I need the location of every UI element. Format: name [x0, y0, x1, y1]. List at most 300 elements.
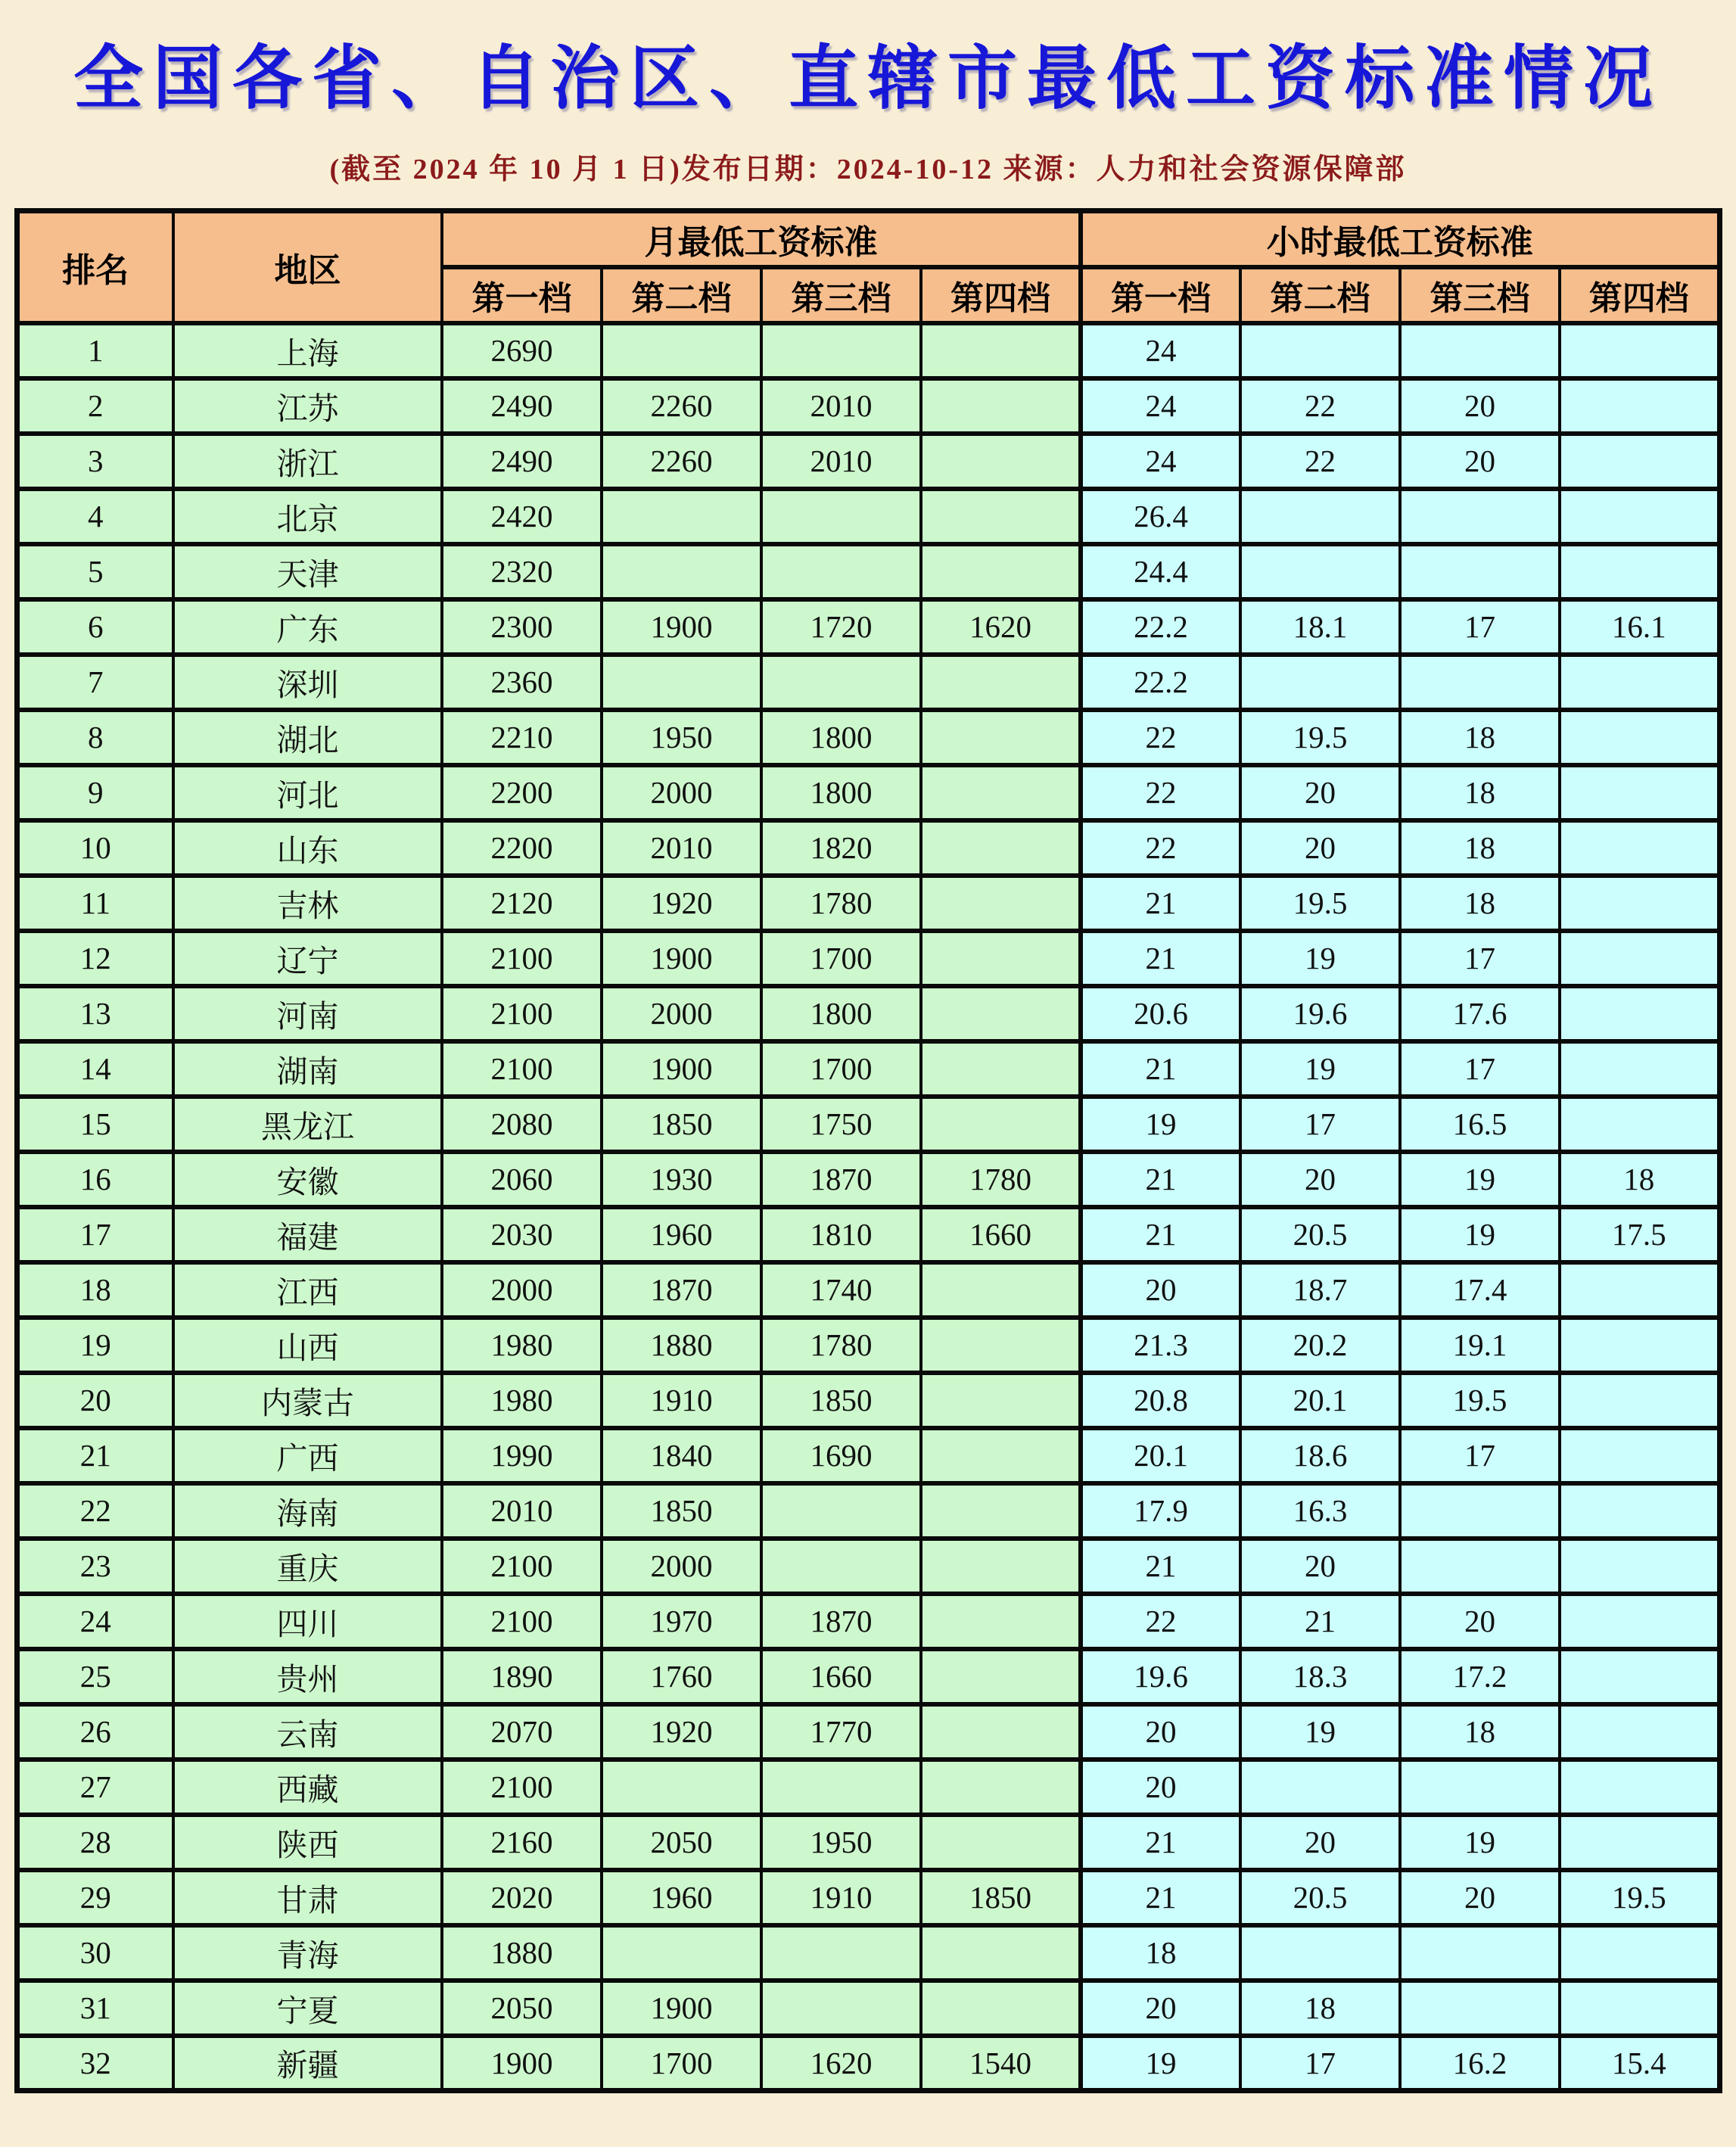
monthly-tier-1-cell: 2690 [442, 323, 602, 378]
monthly-tier-2-cell: 1960 [602, 1207, 761, 1262]
monthly-tier-1-cell: 2420 [442, 489, 602, 544]
hourly-tier-1-cell: 22.2 [1081, 599, 1240, 655]
hourly-tier-1-cell: 24 [1081, 378, 1240, 434]
monthly-tier-2-cell: 1930 [602, 1152, 761, 1207]
region-cell: 甘肃 [173, 1870, 442, 1925]
monthly-tier-2-cell: 1970 [602, 1594, 761, 1649]
monthly-tier-4-cell [921, 876, 1081, 931]
rank-cell: 30 [17, 1925, 173, 1981]
table-row [17, 1649, 1719, 1704]
monthly-tier-3-cell: 1690 [761, 1428, 921, 1483]
hourly-tier-2-cell: 22 [1240, 378, 1400, 434]
region-cell: 湖南 [173, 1041, 442, 1097]
region-cell: 河南 [173, 986, 442, 1041]
monthly-tier-3-cell: 1750 [761, 1097, 921, 1152]
table-row [17, 323, 1719, 378]
rank-cell: 28 [17, 1815, 173, 1870]
monthly-tier-4-cell [921, 434, 1081, 489]
hourly-tier-4-cell [1560, 323, 1719, 378]
monthly-tier-2-cell: 1840 [602, 1428, 761, 1483]
table-body [17, 323, 1719, 2091]
hourly-tier-3-cell [1400, 323, 1560, 378]
monthly-tier-1-cell: 2360 [442, 655, 602, 710]
region-cell: 新疆 [173, 2036, 442, 2091]
monthly-tier-4-cell: 1850 [921, 1870, 1081, 1925]
table-row [17, 1373, 1719, 1428]
hourly-tier-1-cell: 20 [1081, 1760, 1240, 1815]
monthly-tier-4-cell [921, 1704, 1081, 1760]
hourly-tier-2-cell: 18.1 [1240, 599, 1400, 655]
header-hourly-tier-4: 第四档 [1560, 267, 1719, 323]
monthly-tier-4-cell [921, 1981, 1081, 2036]
table-row [17, 820, 1719, 876]
rank-cell: 32 [17, 2036, 173, 2091]
hourly-tier-2-cell [1240, 323, 1400, 378]
hourly-tier-4-cell [1560, 820, 1719, 876]
hourly-tier-1-cell: 20 [1081, 1704, 1240, 1760]
table-row [17, 931, 1719, 986]
region-cell: 河北 [173, 765, 442, 820]
monthly-tier-2-cell: 1910 [602, 1373, 761, 1428]
monthly-tier-1-cell: 2490 [442, 378, 602, 434]
hourly-tier-2-cell: 20 [1240, 1815, 1400, 1870]
hourly-tier-2-cell: 19.6 [1240, 986, 1400, 1041]
table-row [17, 544, 1719, 599]
hourly-tier-1-cell: 17.9 [1081, 1483, 1240, 1539]
header-monthly-tier-3: 第三档 [761, 267, 921, 323]
hourly-tier-3-cell: 18 [1400, 876, 1560, 931]
hourly-tier-1-cell: 22 [1081, 820, 1240, 876]
hourly-tier-4-cell [1560, 1815, 1719, 1870]
hourly-tier-2-cell: 18 [1240, 1981, 1400, 2036]
hourly-tier-3-cell: 17.4 [1400, 1262, 1560, 1318]
table-header-row-groups [17, 211, 1719, 267]
hourly-tier-4-cell [1560, 544, 1719, 599]
hourly-tier-4-cell [1560, 1428, 1719, 1483]
hourly-tier-3-cell: 17 [1400, 931, 1560, 986]
rank-cell: 2 [17, 378, 173, 434]
hourly-tier-1-cell: 21 [1081, 876, 1240, 931]
monthly-tier-4-cell [921, 1262, 1081, 1318]
hourly-tier-2-cell: 19 [1240, 1704, 1400, 1760]
monthly-tier-2-cell: 1960 [602, 1870, 761, 1925]
hourly-tier-3-cell: 19.5 [1400, 1373, 1560, 1428]
monthly-tier-4-cell [921, 489, 1081, 544]
hourly-tier-2-cell: 19.5 [1240, 710, 1400, 765]
rank-cell: 20 [17, 1373, 173, 1428]
rank-cell: 17 [17, 1207, 173, 1262]
monthly-tier-1-cell: 2160 [442, 1815, 602, 1870]
rank-cell: 25 [17, 1649, 173, 1704]
monthly-tier-4-cell [921, 1539, 1081, 1594]
monthly-tier-2-cell: 2260 [602, 378, 761, 434]
monthly-tier-1-cell: 2060 [442, 1152, 602, 1207]
table-row [17, 1097, 1719, 1152]
monthly-tier-1-cell: 2200 [442, 765, 602, 820]
monthly-tier-4-cell [921, 1815, 1081, 1870]
monthly-tier-3-cell: 1800 [761, 765, 921, 820]
monthly-tier-1-cell: 2100 [442, 1539, 602, 1594]
rank-cell: 27 [17, 1760, 173, 1815]
monthly-tier-4-cell [921, 1097, 1081, 1152]
hourly-tier-2-cell: 20 [1240, 820, 1400, 876]
monthly-tier-1-cell: 1990 [442, 1428, 602, 1483]
monthly-tier-3-cell: 1740 [761, 1262, 921, 1318]
hourly-tier-4-cell [1560, 489, 1719, 544]
hourly-tier-3-cell: 19 [1400, 1152, 1560, 1207]
monthly-tier-3-cell: 1850 [761, 1373, 921, 1428]
region-cell: 重庆 [173, 1539, 442, 1594]
hourly-tier-1-cell: 22 [1081, 710, 1240, 765]
hourly-tier-1-cell: 22.2 [1081, 655, 1240, 710]
region-cell: 天津 [173, 544, 442, 599]
monthly-tier-3-cell: 1720 [761, 599, 921, 655]
monthly-tier-3-cell [761, 1483, 921, 1539]
hourly-tier-3-cell: 18 [1400, 710, 1560, 765]
monthly-tier-1-cell: 1880 [442, 1925, 602, 1981]
monthly-tier-3-cell [761, 1539, 921, 1594]
hourly-tier-2-cell: 18.6 [1240, 1428, 1400, 1483]
hourly-tier-1-cell: 22 [1081, 1594, 1240, 1649]
hourly-tier-1-cell: 19.6 [1081, 1649, 1240, 1704]
region-cell: 江苏 [173, 378, 442, 434]
rank-cell: 9 [17, 765, 173, 820]
monthly-tier-2-cell: 1920 [602, 876, 761, 931]
hourly-tier-4-cell [1560, 1981, 1719, 2036]
hourly-tier-3-cell [1400, 1539, 1560, 1594]
rank-cell: 7 [17, 655, 173, 710]
monthly-tier-2-cell [602, 323, 761, 378]
region-cell: 陕西 [173, 1815, 442, 1870]
rank-cell: 11 [17, 876, 173, 931]
hourly-tier-3-cell: 20 [1400, 1594, 1560, 1649]
hourly-tier-4-cell [1560, 1041, 1719, 1097]
monthly-tier-1-cell: 2020 [442, 1870, 602, 1925]
rank-cell: 16 [17, 1152, 173, 1207]
hourly-tier-1-cell: 21 [1081, 1152, 1240, 1207]
rank-cell: 15 [17, 1097, 173, 1152]
table-row [17, 1207, 1719, 1262]
monthly-tier-2-cell: 1920 [602, 1704, 761, 1760]
region-cell: 贵州 [173, 1649, 442, 1704]
hourly-tier-2-cell: 18.3 [1240, 1649, 1400, 1704]
monthly-tier-1-cell: 2070 [442, 1704, 602, 1760]
header-monthly-tier-2: 第二档 [602, 267, 761, 323]
hourly-tier-4-cell: 17.5 [1560, 1207, 1719, 1262]
hourly-tier-2-cell: 19.5 [1240, 876, 1400, 931]
header-hourly-tier-3: 第三档 [1400, 267, 1560, 323]
region-cell: 辽宁 [173, 931, 442, 986]
hourly-tier-2-cell: 19 [1240, 1041, 1400, 1097]
hourly-tier-3-cell: 18 [1400, 765, 1560, 820]
monthly-tier-2-cell: 2000 [602, 1539, 761, 1594]
table-row [17, 1870, 1719, 1925]
table-row [17, 655, 1719, 710]
region-cell: 海南 [173, 1483, 442, 1539]
monthly-tier-4-cell [921, 710, 1081, 765]
region-cell: 湖北 [173, 710, 442, 765]
monthly-tier-1-cell: 2000 [442, 1262, 602, 1318]
hourly-tier-3-cell: 17 [1400, 1041, 1560, 1097]
hourly-tier-1-cell: 18 [1081, 1925, 1240, 1981]
monthly-tier-2-cell: 1950 [602, 710, 761, 765]
page-title: 全国各省、自治区、直辖市最低工资标准情况 [73, 37, 1663, 119]
hourly-tier-3-cell: 17.6 [1400, 986, 1560, 1041]
table-row [17, 1981, 1719, 2036]
region-cell: 江西 [173, 1262, 442, 1318]
hourly-tier-4-cell [1560, 1704, 1719, 1760]
hourly-tier-4-cell [1560, 1760, 1719, 1815]
region-cell: 云南 [173, 1704, 442, 1760]
monthly-tier-3-cell: 2010 [761, 434, 921, 489]
monthly-tier-1-cell: 2100 [442, 1594, 602, 1649]
rank-cell: 26 [17, 1704, 173, 1760]
hourly-tier-1-cell: 20 [1081, 1262, 1240, 1318]
monthly-tier-4-cell [921, 1041, 1081, 1097]
monthly-tier-3-cell: 1800 [761, 986, 921, 1041]
rank-cell: 31 [17, 1981, 173, 2036]
hourly-tier-1-cell: 21.3 [1081, 1318, 1240, 1373]
monthly-tier-1-cell: 2300 [442, 599, 602, 655]
monthly-tier-2-cell: 2050 [602, 1815, 761, 1870]
monthly-tier-3-cell [761, 1760, 921, 1815]
hourly-tier-2-cell: 20 [1240, 1539, 1400, 1594]
monthly-tier-3-cell: 1620 [761, 2036, 921, 2091]
rank-cell: 13 [17, 986, 173, 1041]
hourly-tier-1-cell: 24.4 [1081, 544, 1240, 599]
monthly-tier-4-cell [921, 931, 1081, 986]
hourly-tier-2-cell: 20.5 [1240, 1207, 1400, 1262]
hourly-tier-2-cell: 18.7 [1240, 1262, 1400, 1318]
table-row [17, 986, 1719, 1041]
region-cell: 浙江 [173, 434, 442, 489]
hourly-tier-4-cell [1560, 1649, 1719, 1704]
monthly-tier-1-cell: 1980 [442, 1318, 602, 1373]
monthly-tier-2-cell: 1760 [602, 1649, 761, 1704]
monthly-tier-4-cell [921, 820, 1081, 876]
header-region: 地区 [173, 211, 442, 323]
monthly-tier-3-cell [761, 489, 921, 544]
header-rank: 排名 [17, 211, 173, 323]
hourly-tier-1-cell: 20.6 [1081, 986, 1240, 1041]
monthly-tier-1-cell: 2010 [442, 1483, 602, 1539]
region-cell: 吉林 [173, 876, 442, 931]
table-row [17, 1704, 1719, 1760]
monthly-tier-3-cell: 1870 [761, 1594, 921, 1649]
rank-cell: 19 [17, 1318, 173, 1373]
monthly-tier-1-cell: 2050 [442, 1981, 602, 2036]
hourly-tier-3-cell: 20 [1400, 1870, 1560, 1925]
monthly-tier-4-cell [921, 765, 1081, 820]
rank-cell: 10 [17, 820, 173, 876]
hourly-tier-1-cell: 19 [1081, 2036, 1240, 2091]
hourly-tier-4-cell [1560, 378, 1719, 434]
monthly-tier-3-cell: 1660 [761, 1649, 921, 1704]
hourly-tier-4-cell: 18 [1560, 1152, 1719, 1207]
hourly-tier-4-cell [1560, 1097, 1719, 1152]
hourly-tier-3-cell: 20 [1400, 434, 1560, 489]
header-monthly-tier-4: 第四档 [921, 267, 1081, 323]
hourly-tier-2-cell: 20 [1240, 1152, 1400, 1207]
table-row [17, 2036, 1719, 2091]
hourly-tier-1-cell: 26.4 [1081, 489, 1240, 544]
monthly-tier-3-cell [761, 655, 921, 710]
hourly-tier-4-cell [1560, 434, 1719, 489]
hourly-tier-3-cell: 16.2 [1400, 2036, 1560, 2091]
rank-cell: 3 [17, 434, 173, 489]
hourly-tier-1-cell: 21 [1081, 1041, 1240, 1097]
monthly-tier-3-cell [761, 323, 921, 378]
monthly-tier-3-cell [761, 1925, 921, 1981]
monthly-tier-4-cell [921, 655, 1081, 710]
table-row [17, 1428, 1719, 1483]
monthly-tier-3-cell: 1910 [761, 1870, 921, 1925]
hourly-tier-1-cell: 21 [1081, 931, 1240, 986]
monthly-tier-1-cell: 2100 [442, 986, 602, 1041]
hourly-tier-3-cell [1400, 1760, 1560, 1815]
hourly-tier-4-cell [1560, 1318, 1719, 1373]
table-row [17, 1925, 1719, 1981]
monthly-tier-1-cell: 2100 [442, 1760, 602, 1815]
hourly-tier-4-cell [1560, 1925, 1719, 1981]
monthly-tier-4-cell [921, 1318, 1081, 1373]
hourly-tier-1-cell: 21 [1081, 1207, 1240, 1262]
hourly-tier-3-cell [1400, 1483, 1560, 1539]
monthly-tier-1-cell: 1890 [442, 1649, 602, 1704]
hourly-tier-3-cell: 18 [1400, 1704, 1560, 1760]
hourly-tier-1-cell: 24 [1081, 434, 1240, 489]
monthly-tier-2-cell: 1880 [602, 1318, 761, 1373]
hourly-tier-2-cell: 19 [1240, 931, 1400, 986]
region-cell: 山西 [173, 1318, 442, 1373]
table-row [17, 1318, 1719, 1373]
monthly-tier-3-cell: 1800 [761, 710, 921, 765]
monthly-tier-3-cell: 1770 [761, 1704, 921, 1760]
monthly-tier-2-cell [602, 489, 761, 544]
header-hourly-tier-1: 第一档 [1081, 267, 1240, 323]
region-cell: 深圳 [173, 655, 442, 710]
hourly-tier-2-cell: 21 [1240, 1594, 1400, 1649]
monthly-tier-2-cell [602, 1760, 761, 1815]
page-subtitle: (截至 2024 年 10 月 1 日)发布日期：2024-10-12 来源：人力和社会资源保障部 [329, 154, 1407, 185]
monthly-tier-3-cell [761, 544, 921, 599]
table-row [17, 1594, 1719, 1649]
monthly-tier-4-cell [921, 323, 1081, 378]
region-cell: 内蒙古 [173, 1373, 442, 1428]
hourly-tier-4-cell [1560, 986, 1719, 1041]
hourly-tier-3-cell: 17.2 [1400, 1649, 1560, 1704]
monthly-tier-3-cell: 1700 [761, 1041, 921, 1097]
rank-cell: 8 [17, 710, 173, 765]
hourly-tier-4-cell [1560, 1594, 1719, 1649]
monthly-tier-4-cell [921, 986, 1081, 1041]
monthly-tier-1-cell: 2200 [442, 820, 602, 876]
monthly-tier-2-cell: 2260 [602, 434, 761, 489]
monthly-tier-2-cell: 2010 [602, 820, 761, 876]
monthly-tier-2-cell: 1870 [602, 1262, 761, 1318]
table-row [17, 876, 1719, 931]
rank-cell: 14 [17, 1041, 173, 1097]
table-row [17, 1815, 1719, 1870]
hourly-tier-3-cell [1400, 1925, 1560, 1981]
monthly-tier-4-cell: 1540 [921, 2036, 1081, 2091]
hourly-tier-3-cell: 19.1 [1400, 1318, 1560, 1373]
hourly-tier-4-cell [1560, 1539, 1719, 1594]
header-hourly-group: 小时最低工资标准 [1081, 211, 1719, 267]
monthly-tier-2-cell [602, 544, 761, 599]
hourly-tier-4-cell [1560, 876, 1719, 931]
monthly-tier-4-cell [921, 1594, 1081, 1649]
monthly-tier-2-cell: 2000 [602, 765, 761, 820]
monthly-tier-3-cell: 1870 [761, 1152, 921, 1207]
hourly-tier-3-cell [1400, 544, 1560, 599]
hourly-tier-2-cell: 20.1 [1240, 1373, 1400, 1428]
hourly-tier-4-cell [1560, 710, 1719, 765]
monthly-tier-4-cell [921, 1760, 1081, 1815]
monthly-tier-4-cell: 1780 [921, 1152, 1081, 1207]
table-row [17, 1760, 1719, 1815]
table-row [17, 1483, 1719, 1539]
hourly-tier-3-cell: 19 [1400, 1207, 1560, 1262]
hourly-tier-1-cell: 20.8 [1081, 1373, 1240, 1428]
header-hourly-tier-2: 第二档 [1240, 267, 1400, 323]
monthly-tier-1-cell: 1900 [442, 2036, 602, 2091]
monthly-tier-4-cell: 1660 [921, 1207, 1081, 1262]
region-cell: 四川 [173, 1594, 442, 1649]
table-row [17, 599, 1719, 655]
region-cell: 北京 [173, 489, 442, 544]
hourly-tier-2-cell: 20.2 [1240, 1318, 1400, 1373]
hourly-tier-3-cell [1400, 1981, 1560, 2036]
table-row [17, 765, 1719, 820]
monthly-tier-1-cell: 2120 [442, 876, 602, 931]
rank-cell: 18 [17, 1262, 173, 1318]
monthly-tier-1-cell: 2320 [442, 544, 602, 599]
monthly-tier-3-cell: 2010 [761, 378, 921, 434]
table-row [17, 1262, 1719, 1318]
monthly-tier-2-cell: 1900 [602, 931, 761, 986]
table-row [17, 489, 1719, 544]
hourly-tier-2-cell: 22 [1240, 434, 1400, 489]
table-row [17, 1041, 1719, 1097]
monthly-tier-4-cell [921, 1649, 1081, 1704]
hourly-tier-3-cell: 17 [1400, 599, 1560, 655]
monthly-tier-3-cell [761, 1981, 921, 2036]
table-row [17, 1539, 1719, 1594]
monthly-tier-4-cell [921, 1373, 1081, 1428]
rank-cell: 6 [17, 599, 173, 655]
monthly-tier-3-cell: 1820 [761, 820, 921, 876]
table-row [17, 1152, 1719, 1207]
hourly-tier-3-cell [1400, 655, 1560, 710]
monthly-tier-2-cell: 1900 [602, 1041, 761, 1097]
monthly-tier-1-cell: 2030 [442, 1207, 602, 1262]
monthly-tier-4-cell: 1620 [921, 599, 1081, 655]
hourly-tier-2-cell [1240, 1760, 1400, 1815]
hourly-tier-1-cell: 24 [1081, 323, 1240, 378]
hourly-tier-2-cell: 20 [1240, 765, 1400, 820]
monthly-tier-3-cell: 1950 [761, 1815, 921, 1870]
hourly-tier-4-cell: 19.5 [1560, 1870, 1719, 1925]
hourly-tier-2-cell: 16.3 [1240, 1483, 1400, 1539]
hourly-tier-2-cell: 20.5 [1240, 1870, 1400, 1925]
monthly-tier-2-cell: 1850 [602, 1097, 761, 1152]
monthly-tier-4-cell [921, 1483, 1081, 1539]
rank-cell: 22 [17, 1483, 173, 1539]
table-row [17, 710, 1719, 765]
hourly-tier-1-cell: 21 [1081, 1870, 1240, 1925]
minimum-wage-table [14, 208, 1722, 2093]
